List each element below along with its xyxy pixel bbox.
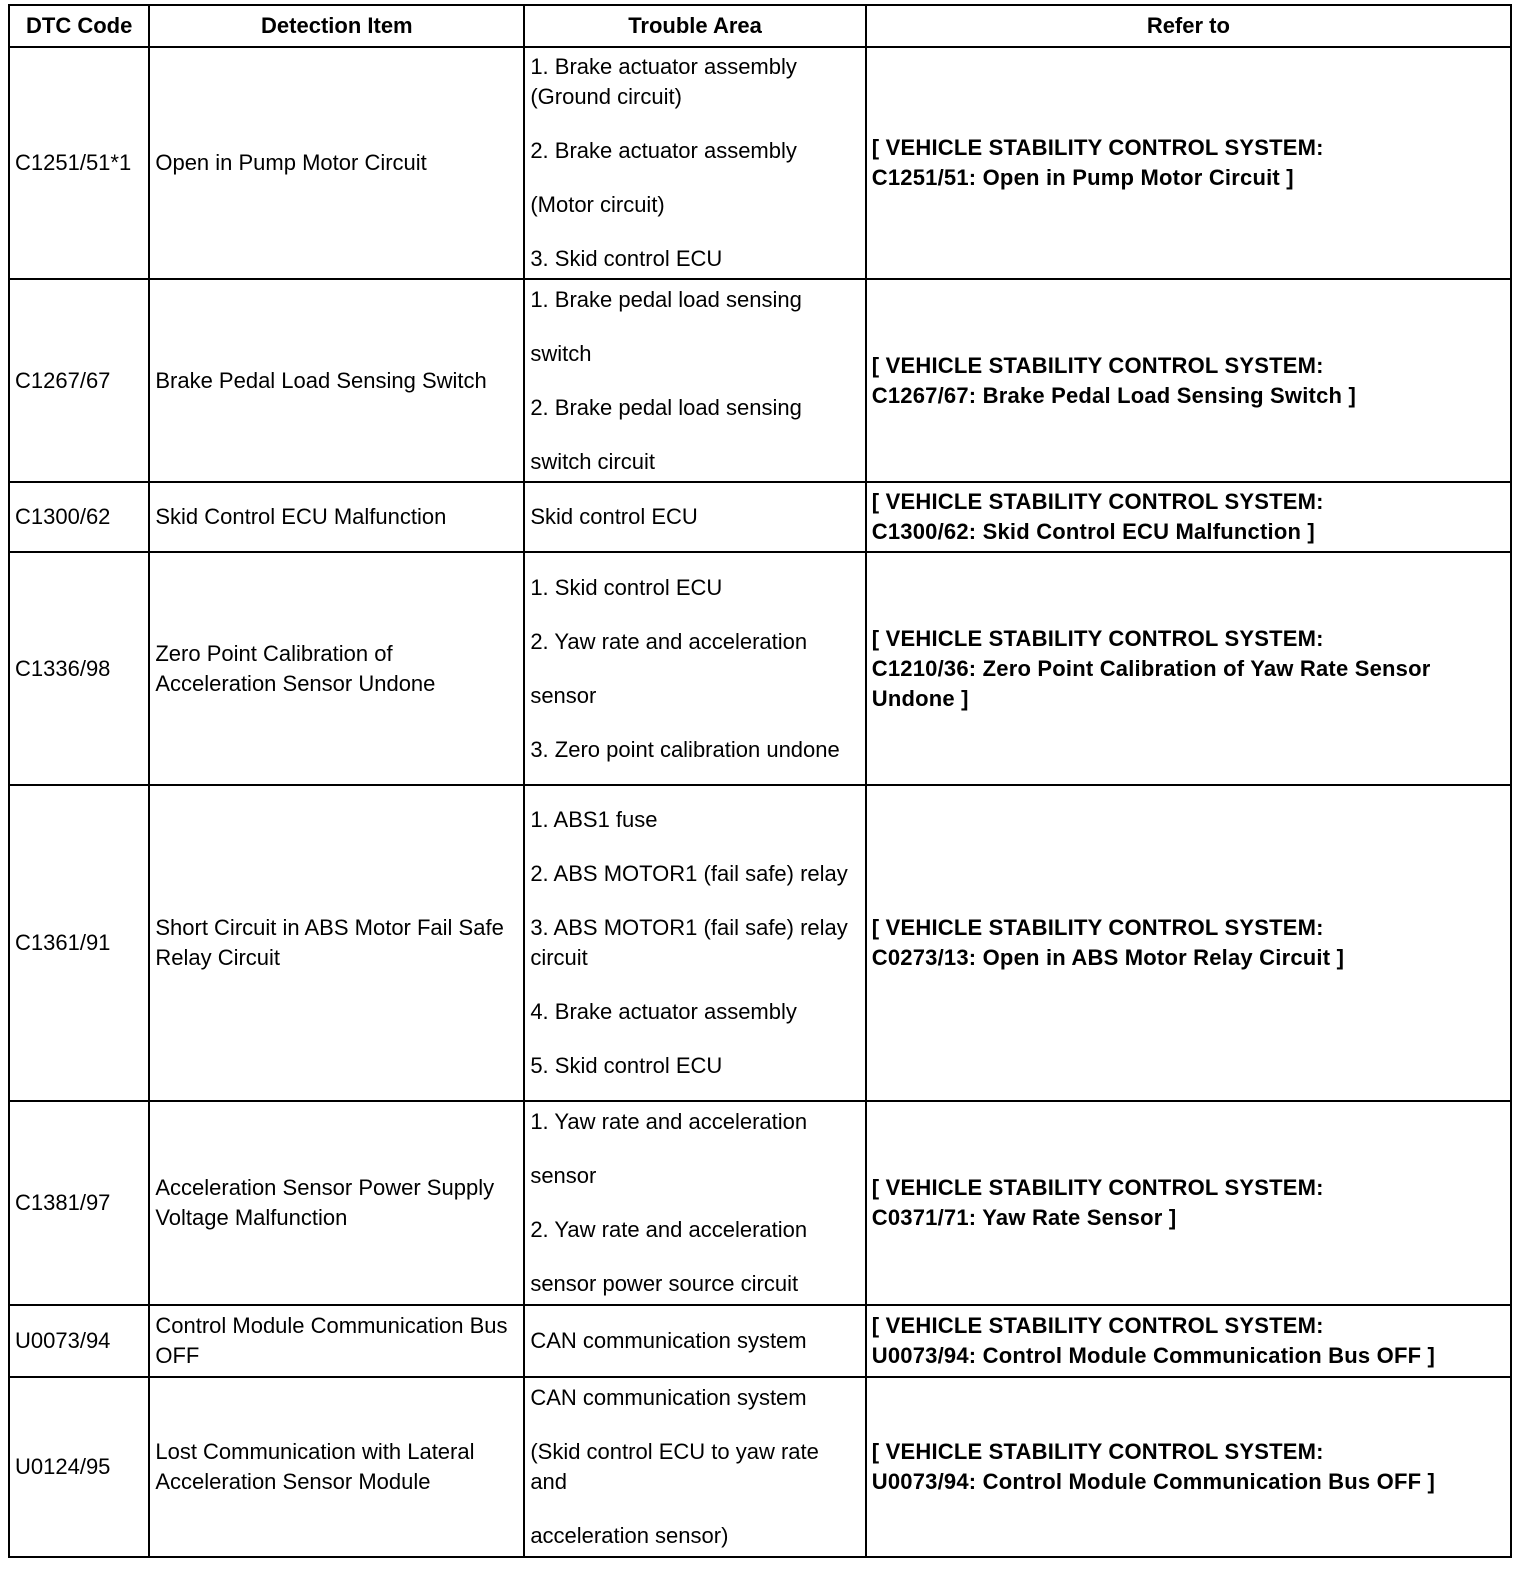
dtc-code-cell: C1361/91 (9, 785, 149, 1101)
header-trouble-area: Trouble Area (524, 5, 865, 47)
refer-to-cell (866, 1101, 1511, 1305)
trouble-area-line: 2. Yaw rate and acceleration (530, 628, 808, 654)
detection-item-cell: Lost Communication with Lateral Acceleration Sensor Module (149, 1377, 524, 1557)
header-detection-item: Detection Item (149, 5, 524, 47)
header-refer-to: Refer to (866, 5, 1511, 47)
refer-to-cell (866, 1305, 1511, 1377)
trouble-area-line: 1. Brake pedal load sensing (530, 286, 802, 312)
trouble-area-line: 4. Brake actuator assembly (530, 999, 797, 1024)
refer-to-cell (866, 1377, 1511, 1557)
trouble-area-line: (Motor circuit) (530, 192, 665, 217)
refer-to-line: C0273/13: Open in ABS Motor Relay Circuit ] (871, 945, 1345, 970)
trouble-area-line: 3. Skid control ECU (530, 246, 723, 271)
refer-to-line: C1210/36: Zero Point Calibration of Yaw Rate Sensor Undone ] (871, 655, 1431, 711)
refer-to-line: C1300/62: Skid Control ECU Malfunction ] (871, 519, 1315, 544)
dtc-code-cell: C1267/67 (9, 279, 149, 482)
trouble-area-line: 2. Brake actuator assembly (530, 138, 797, 163)
table-header (9, 5, 1511, 47)
trouble-area-line: switch (530, 340, 592, 366)
trouble-area-line: CAN communication system (530, 1328, 807, 1353)
refer-to-line: [ VEHICLE STABILITY CONTROL SYSTEM: (871, 489, 1324, 514)
refer-to-line: [ VEHICLE STABILITY CONTROL SYSTEM: (871, 1175, 1324, 1200)
dtc-code-cell: C1251/51*1 (9, 47, 149, 279)
trouble-area-cell (524, 482, 865, 552)
refer-to-line: [ VEHICLE STABILITY CONTROL SYSTEM: (871, 915, 1324, 940)
refer-to-cell (866, 47, 1511, 279)
trouble-area-line: sensor power source circuit (530, 1271, 799, 1296)
detection-item-cell: Short Circuit in ABS Motor Fail Safe Relay Circuit (149, 785, 524, 1101)
detection-item-cell: Skid Control ECU Malfunction (149, 482, 524, 552)
trouble-area-line: acceleration sensor) (530, 1523, 729, 1548)
header-dtc-code: DTC Code (9, 5, 149, 47)
table-row (9, 785, 1511, 1101)
dtc-code-cell: C1336/98 (9, 552, 149, 785)
trouble-area-line: 1. Yaw rate and acceleration (530, 1109, 808, 1134)
trouble-area-cell (524, 785, 865, 1101)
refer-to-line: C1267/67: Brake Pedal Load Sensing Switch ] (871, 382, 1356, 408)
dtc-code-cell: U0073/94 (9, 1305, 149, 1377)
refer-to-cell (866, 482, 1511, 552)
trouble-area-line: 3. Zero point calibration undone (530, 736, 840, 762)
trouble-area-cell (524, 279, 865, 482)
trouble-area-line: 3. ABS MOTOR1 (fail safe) relay circuit (530, 915, 848, 970)
refer-to-cell (866, 785, 1511, 1101)
refer-to-line: [ VEHICLE STABILITY CONTROL SYSTEM: (871, 135, 1324, 160)
table-row (9, 1305, 1511, 1377)
table-row (9, 1377, 1511, 1557)
table-row (9, 482, 1511, 552)
refer-to-cell (866, 552, 1511, 785)
trouble-area-line: switch circuit (530, 448, 655, 474)
table-row (9, 47, 1511, 279)
refer-to-cell (866, 279, 1511, 482)
trouble-area-line: CAN communication system (530, 1385, 807, 1410)
dtc-code-cell: U0124/95 (9, 1377, 149, 1557)
detection-item-cell: Brake Pedal Load Sensing Switch (149, 279, 524, 482)
detection-item-cell: Zero Point Calibration of Acceleration Sensor Undone (149, 552, 524, 785)
trouble-area-cell (524, 1305, 865, 1377)
refer-to-line: C0371/71: Yaw Rate Sensor ] (871, 1205, 1177, 1230)
refer-to-line: [ VEHICLE STABILITY CONTROL SYSTEM: (871, 1313, 1324, 1338)
table-row (9, 279, 1511, 482)
table-row (9, 552, 1511, 785)
refer-to-line: [ VEHICLE STABILITY CONTROL SYSTEM: (871, 625, 1324, 651)
trouble-area-cell (524, 552, 865, 785)
trouble-area-line: 5. Skid control ECU (530, 1053, 723, 1078)
trouble-area-cell (524, 1101, 865, 1305)
trouble-area-cell (524, 1377, 865, 1557)
header-row (9, 5, 1511, 47)
trouble-area-line: 2. ABS MOTOR1 (fail safe) relay (530, 861, 848, 886)
detection-item-cell: Control Module Communication Bus OFF (149, 1305, 524, 1377)
refer-to-line: C1251/51: Open in Pump Motor Circuit ] (871, 165, 1294, 190)
refer-to-line: U0073/94: Control Module Communication Bus OFF ] (871, 1343, 1436, 1368)
trouble-area-cell (524, 47, 865, 279)
dtc-code-cell: C1300/62 (9, 482, 149, 552)
table-row (9, 1101, 1511, 1305)
refer-to-line: U0073/94: Control Module Communication Bus OFF ] (871, 1469, 1436, 1494)
trouble-area-line: 1. Brake actuator assembly (Ground circuit) (530, 54, 797, 109)
detection-item-cell: Open in Pump Motor Circuit (149, 47, 524, 279)
trouble-area-line: 1. Skid control ECU (530, 574, 723, 600)
trouble-area-line: sensor (530, 1163, 597, 1188)
refer-to-line: [ VEHICLE STABILITY CONTROL SYSTEM: (871, 352, 1324, 378)
trouble-area-line: 2. Yaw rate and acceleration (530, 1217, 808, 1242)
trouble-area-line: (Skid control ECU to yaw rate and (530, 1439, 819, 1494)
trouble-area-line: 1. ABS1 fuse (530, 807, 658, 832)
trouble-area-line: sensor (530, 682, 597, 708)
table-body (9, 47, 1511, 1557)
trouble-area-line: Skid control ECU (530, 504, 698, 529)
refer-to-line: [ VEHICLE STABILITY CONTROL SYSTEM: (871, 1439, 1324, 1464)
trouble-area-line: 2. Brake pedal load sensing (530, 394, 802, 420)
dtc-table (8, 4, 1512, 1558)
dtc-code-cell: C1381/97 (9, 1101, 149, 1305)
detection-item-cell: Acceleration Sensor Power Supply Voltage Malfunction (149, 1101, 524, 1305)
